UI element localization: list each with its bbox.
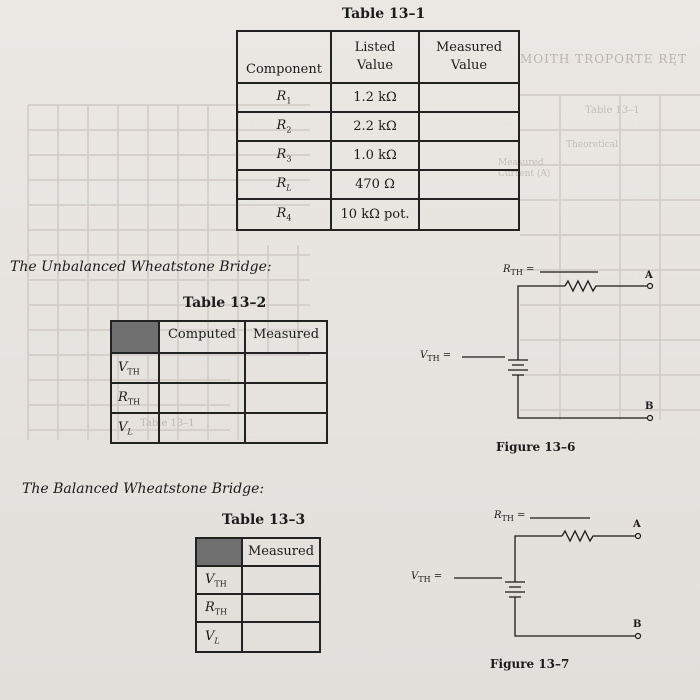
table2-header-computed: Computed [159, 321, 245, 353]
bleed-text-col2: Measured Current (A) [498, 158, 551, 179]
table1-component-cell: $R_2$ [237, 112, 331, 141]
table3-header-measured: Measured [242, 538, 320, 566]
bleed-text-top-right: MOITH TROPORTE RĘT [520, 52, 688, 66]
section-balanced-heading: The Balanced Wheatstone Bridge: [22, 481, 265, 497]
figure6-caption: Figure 13–6 [496, 440, 576, 454]
figure7-battery [505, 578, 636, 636]
figure7-terminal-b-dot [636, 634, 641, 639]
table2-title: Table 13–2 [183, 295, 267, 311]
figure7-caption: Figure 13–7 [490, 657, 570, 671]
table1-title: Table 13–1 [342, 6, 426, 22]
table1-component-cell: $R_1$ [237, 83, 331, 112]
figure6-terminal-b: B [645, 401, 654, 412]
figure7-wire-top [515, 536, 562, 578]
table2-header-measured: Measured [245, 321, 327, 353]
figure7-resistor [562, 531, 636, 541]
table1-header-measured: Measured Value [419, 31, 519, 83]
table3-label-cell: $V_L$ [196, 622, 242, 652]
bleed-text-col1: Theoretical [566, 140, 618, 150]
table1-listed-cell: 2.2 kΩ [331, 112, 419, 141]
bleed-text-table-ghost: Table 13–1 [585, 105, 640, 116]
table3-title: Table 13–3 [222, 512, 306, 528]
figure7-terminal-a-dot [636, 534, 641, 539]
table1-component-cell: $R_L$ [237, 170, 331, 199]
table1-header-component: Component [237, 31, 331, 83]
table2-label-cell: $V_L$ [111, 413, 159, 443]
figure7-terminal-b: B [633, 619, 642, 630]
table1-component-cell: $R_4$ [237, 199, 331, 230]
table1-listed-cell: 470 Ω [331, 170, 419, 199]
bleed-text-grid-label: Table 13–1 [140, 418, 195, 429]
section-unbalanced-heading: The Unbalanced Wheatstone Bridge: [10, 259, 272, 275]
table3-label-cell: $V_{TH}$ [196, 566, 242, 594]
table1-listed-cell: 10 kΩ pot. [331, 199, 419, 230]
figure6-terminal-a: A [645, 270, 653, 281]
table1-header-listed: Listed Value [331, 31, 419, 83]
figure7-terminal-a: A [633, 519, 641, 530]
table1-listed-cell: 1.0 kΩ [331, 141, 419, 170]
figure6-rth-label: $R_{TH}$ = [503, 264, 535, 277]
figure7-vth-label: $V_{TH}$ = [411, 571, 443, 584]
table2-label-cell: $R_{TH}$ [111, 383, 159, 413]
table2-label-cell: $V_{TH}$ [111, 353, 159, 383]
table3-label-cell: $R_{TH}$ [196, 594, 242, 622]
table1-listed-cell: 1.2 kΩ [331, 83, 419, 112]
figure6-vth-label: $V_{TH}$ = [420, 350, 452, 363]
table1-component-cell: $R_3$ [237, 141, 331, 170]
figure7-rth-label: $R_{TH}$ = [494, 510, 526, 523]
